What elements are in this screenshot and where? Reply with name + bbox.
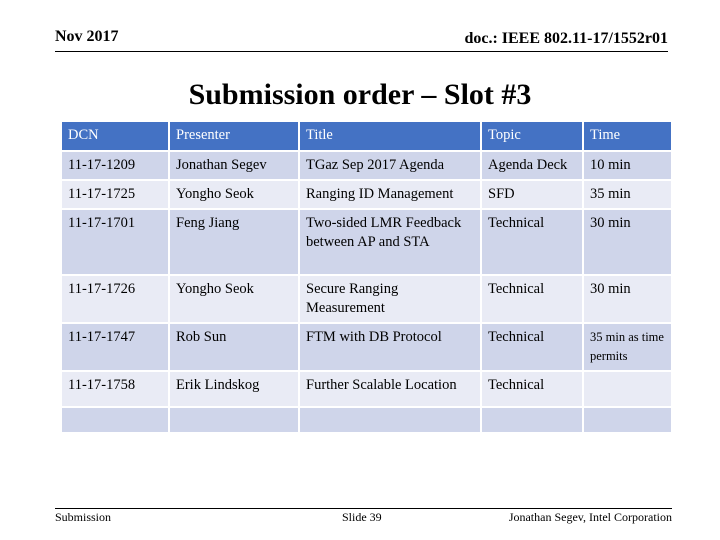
cell-topic: Technical	[482, 210, 584, 276]
footer-author: Jonathan Segev, Intel Corporation	[508, 510, 672, 524]
table-row	[62, 152, 673, 181]
cell-presenter	[170, 408, 300, 434]
cell-dcn: 11-17-1209	[62, 152, 170, 181]
cell-title: Secure Ranging Measurement	[300, 276, 482, 324]
footer-divider	[55, 508, 672, 509]
cell-time: 30 min	[584, 276, 673, 324]
cell-topic: Technical	[482, 324, 584, 372]
submission-table	[62, 122, 673, 434]
cell-topic: Technical	[482, 276, 584, 324]
cell-presenter: Yongho Seok	[170, 276, 300, 324]
slide-number: Slide 39	[342, 510, 382, 524]
column-header-title: Title	[300, 122, 482, 152]
cell-dcn: 11-17-1725	[62, 181, 170, 210]
cell-dcn: 11-17-1701	[62, 210, 170, 276]
cell-dcn: 11-17-1726	[62, 276, 170, 324]
cell-presenter: Erik Lindskog	[170, 372, 300, 408]
cell-time: 35 min as time permits	[584, 324, 673, 372]
table-row	[62, 181, 673, 210]
cell-title	[300, 408, 482, 434]
slide-title: Submission order – Slot #3	[188, 78, 532, 111]
cell-dcn	[62, 408, 170, 434]
cell-time	[584, 408, 673, 434]
cell-title: TGaz Sep 2017 Agenda	[300, 152, 482, 181]
cell-dcn: 11-17-1747	[62, 324, 170, 372]
column-header-presenter: Presenter	[170, 122, 300, 152]
cell-title: FTM with DB Protocol	[300, 324, 482, 372]
header-divider	[55, 51, 668, 52]
table-row	[62, 210, 673, 276]
table-row	[62, 372, 673, 408]
cell-presenter: Rob Sun	[170, 324, 300, 372]
cell-title: Ranging ID Management	[300, 181, 482, 210]
cell-topic: SFD	[482, 181, 584, 210]
cell-time: 30 min	[584, 210, 673, 276]
cell-presenter: Jonathan Segev	[170, 152, 300, 181]
cell-time: 10 min	[584, 152, 673, 181]
table-header-row	[62, 122, 673, 152]
column-header-topic: Topic	[482, 122, 584, 152]
cell-dcn: 11-17-1758	[62, 372, 170, 408]
header-date: Nov 2017	[55, 28, 119, 45]
cell-presenter: Yongho Seok	[170, 181, 300, 210]
cell-time: 35 min	[584, 181, 673, 210]
column-header-dcn: DCN	[62, 122, 170, 152]
cell-time	[584, 372, 673, 408]
table-row	[62, 408, 673, 434]
footer-submission: Submission	[55, 510, 112, 524]
cell-presenter: Feng Jiang	[170, 210, 300, 276]
cell-topic	[482, 408, 584, 434]
cell-title: Two-sided LMR Feedback between AP and STA	[300, 210, 482, 276]
table-row	[62, 324, 673, 372]
cell-topic: Agenda Deck	[482, 152, 584, 181]
header-doc-id: doc.: IEEE 802.11-17/1552r01	[464, 30, 668, 47]
cell-topic: Technical	[482, 372, 584, 408]
table-row	[62, 276, 673, 324]
column-header-time: Time	[584, 122, 673, 152]
cell-title: Further Scalable Location	[300, 372, 482, 408]
